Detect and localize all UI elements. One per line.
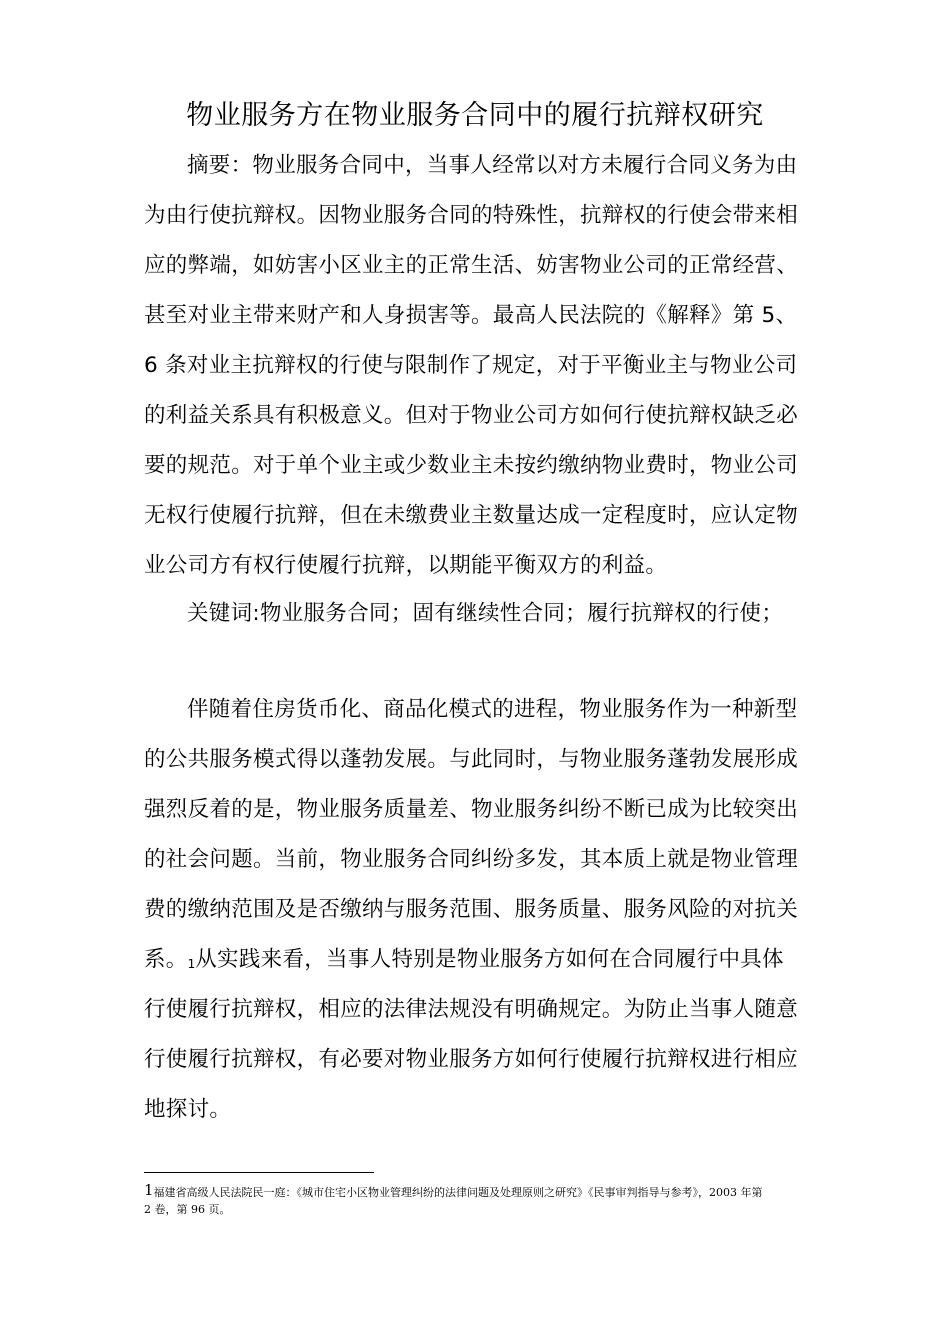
- body-line: 行使履行抗辩权，相应的法律法规没有明确规定。为防止当事人随意: [144, 997, 799, 1022]
- abstract-line: 为由行使抗辩权。因物业服务合同的特殊性，抗辩权的行使会带来相: [144, 203, 799, 228]
- body-line: 强烈反着的是，物业服务质量差、物业服务纠纷不断已成为比较突出: [144, 797, 799, 822]
- abstract-line: 业公司方有权行使履行抗辩，以期能平衡双方的利益。: [144, 553, 668, 578]
- abstract-line: 甚至对业主带来财产和人身损害等。最高人民法院的《解释》第 5、: [144, 303, 798, 328]
- keywords-paragraph: [144, 589, 824, 639]
- body-line: 的社会问题。当前，物业服务合同纠纷多发，其本质上就是物业管理: [144, 847, 799, 872]
- abstract-line: 摘要：物业服务合同中，当事人经常以对方未履行合同义务为由: [187, 153, 798, 178]
- body-paragraph: [144, 685, 824, 1135]
- abstract-line: 无权行使履行抗辩，但在未缴费业主数量达成一定程度时，应认定物: [144, 503, 799, 528]
- body-line: 伴随着住房货币化、商品化模式的进程，物业服务作为一种新型: [187, 697, 798, 722]
- footnote-mark: 1: [144, 1181, 154, 1199]
- body-line-with-footnote-ref: [144, 935, 824, 985]
- footnote: [144, 1182, 824, 1218]
- footnote-reference[interactable]: 1: [187, 957, 196, 971]
- body-line-text: 从实践来看，当事人特别是物业服务方如何在合同履行中具体: [195, 947, 784, 972]
- abstract-line: 要的规范。对于单个业主或少数业主未按约缴纳物业费时，物业公司: [144, 453, 799, 478]
- footnote-text: 福建省高级人民法院民一庭：《城市住宅小区物业管理纠纷的法律问题及处理原则之研究》《民事审判指导与参考》，2003 年第: [153, 1186, 763, 1199]
- document-title: 物业服务方在物业服务合同中的履行抗辩权研究: [186, 100, 764, 131]
- body-line-text: 系。: [144, 947, 188, 972]
- footnote-line: [144, 1182, 824, 1201]
- keywords-line: 关键词:物业服务合同；固有继续性合同；履行抗辩权的行使；: [187, 601, 784, 626]
- abstract-line: 6 条对业主抗辩权的行使与限制作了规定，对于平衡业主与物业公司: [144, 353, 798, 378]
- abstract-paragraph: [144, 141, 824, 591]
- body-line: 行使履行抗辩权，有必要对物业服务方如何行使履行抗辩权进行相应: [144, 1047, 799, 1072]
- abstract-line: 的利益关系具有积极意义。但对于物业公司方如何行使抗辩权缺乏必: [144, 403, 799, 428]
- body-line: 的公共服务模式得以蓬勃发展。与此同时，与物业服务蓬勃发展形成: [144, 747, 799, 772]
- body-line: 费的缴纳范围及是否缴纳与服务范围、服务质量、服务风险的对抗关: [144, 897, 799, 922]
- footnote-separator: [144, 1172, 374, 1173]
- footnote-line: 2 卷，第 96 页。: [144, 1203, 231, 1216]
- body-line: 地探讨。: [144, 1097, 232, 1122]
- abstract-line: 应的弊端，如妨害小区业主的正常生活、妨害物业公司的正常经营、: [144, 253, 799, 278]
